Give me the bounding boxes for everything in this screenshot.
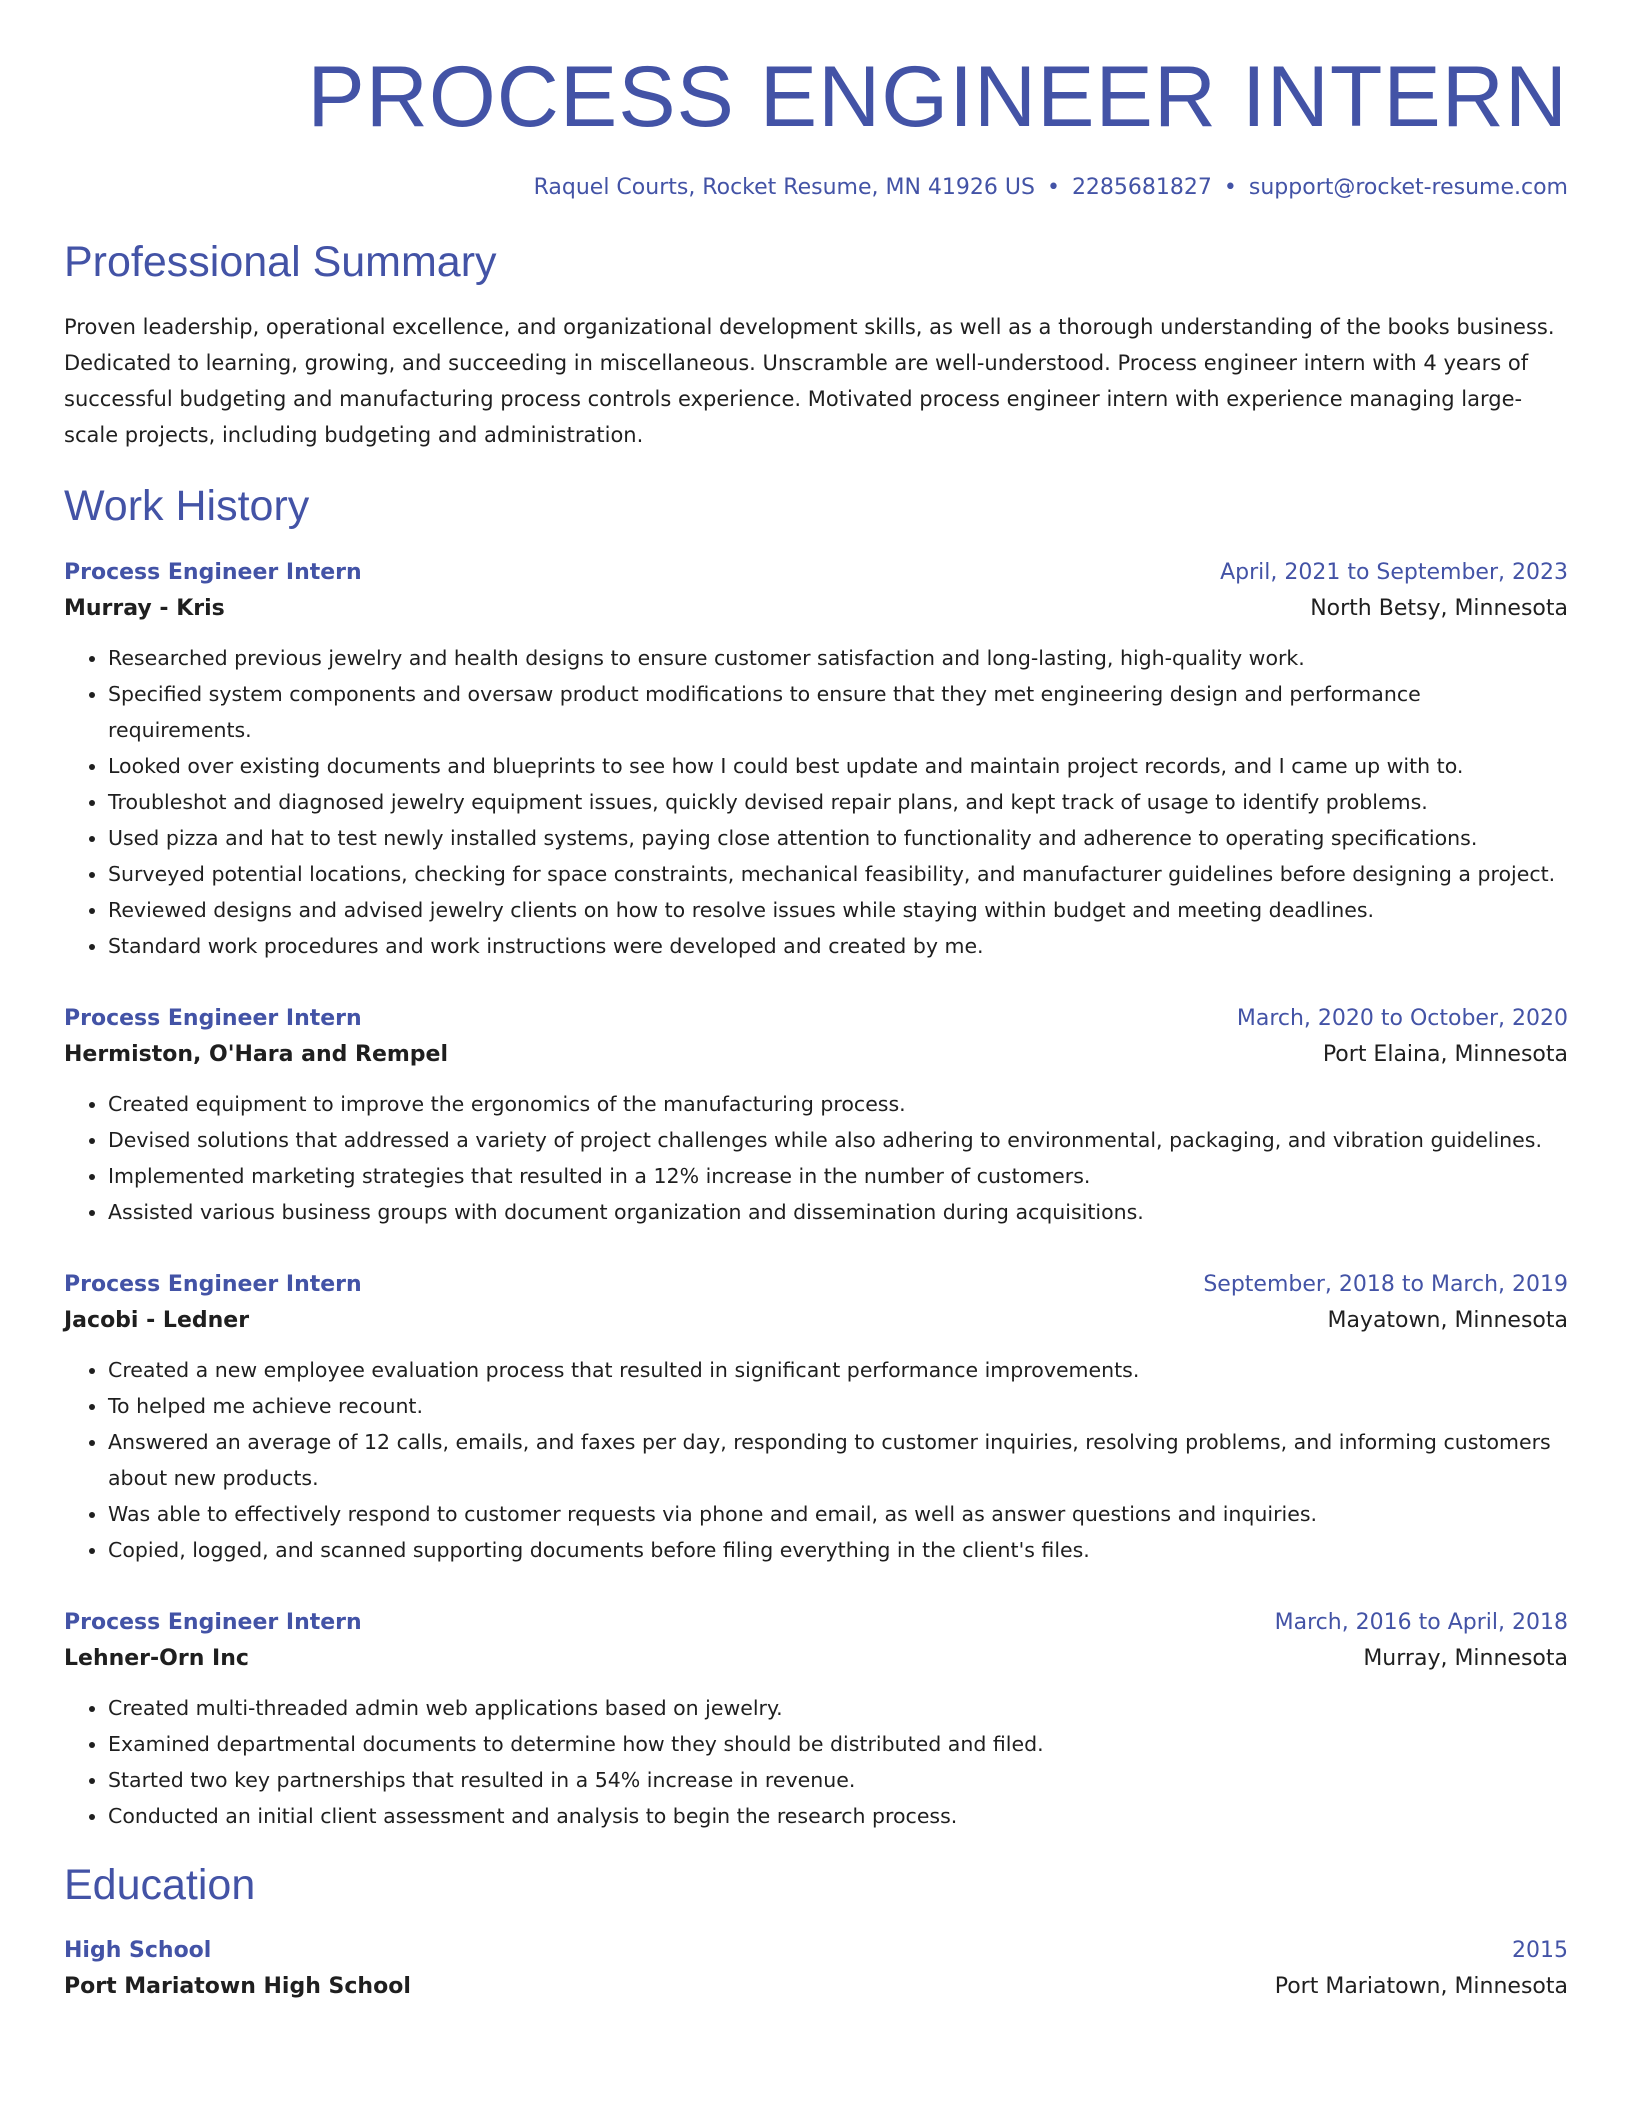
job-company: Lehner-Orn Inc bbox=[64, 1646, 249, 1672]
job-title: Process Engineer Intern bbox=[64, 1610, 362, 1636]
education-year: 2015 bbox=[1512, 1937, 1568, 1963]
job-entry bbox=[64, 556, 1568, 964]
job-company-row bbox=[64, 1302, 1568, 1340]
job-bullet: • Standard work procedures and work instructions were developed and created by me. bbox=[108, 928, 1568, 964]
job-bullet: • Was able to effectively respond to customer requests via phone and email, as well as answer questions and inquiries. bbox=[108, 1496, 1568, 1532]
job-bullet: • Looked over existing documents and blueprints to see how I could best update and maintain project records, and I came up with to. bbox=[108, 748, 1568, 784]
job-bullet: • Answered an average of 12 calls, emails, and faxes per day, responding to customer inquiries, resolving problems, and informing customers about new products. bbox=[108, 1424, 1568, 1496]
job-bullet: • Copied, logged, and scanned supporting documents before filing everything in the client's files. bbox=[108, 1532, 1568, 1568]
resume-title: PROCESS ENGINEER INTERN bbox=[307, 49, 1568, 145]
job-bullets bbox=[64, 1086, 1568, 1230]
education-school: Port Mariatown High School bbox=[64, 1973, 411, 1999]
job-bullets bbox=[64, 1690, 1568, 1834]
job-company-row bbox=[64, 590, 1568, 628]
work-history-heading: Work History bbox=[64, 481, 310, 530]
contact-address: Raquel Courts, Rocket Resume, MN 41926 US bbox=[533, 174, 1035, 200]
education-header-row bbox=[64, 1934, 1568, 1968]
education-entry bbox=[64, 1934, 1568, 2006]
contact-separator: • bbox=[1046, 174, 1060, 200]
job-bullet: • Surveyed potential locations, checking for space constraints, mechanical feasibility, and manufacturer guidelines before designing a project. bbox=[108, 856, 1568, 892]
job-dates: March, 2016 to April, 2018 bbox=[1274, 1610, 1568, 1636]
job-bullet: • Used pizza and hat to test newly installed systems, paying close attention to functionality and adherence to operating specifications. bbox=[108, 820, 1568, 856]
job-header-row bbox=[64, 1606, 1568, 1640]
job-dates: September, 2018 to March, 2019 bbox=[1203, 1272, 1568, 1298]
job-entry bbox=[64, 1606, 1568, 1834]
job-location: Mayatown, Minnesota bbox=[1327, 1308, 1568, 1334]
job-bullet: • Assisted various business groups with document organization and dissemination during acquisitions. bbox=[108, 1194, 1568, 1230]
job-dates: March, 2020 to October, 2020 bbox=[1236, 1006, 1568, 1032]
job-company: Murray - Kris bbox=[64, 596, 225, 622]
job-bullet: • Troubleshot and diagnosed jewelry equipment issues, quickly devised repair plans, and kept track of usage to identify problems. bbox=[108, 784, 1568, 820]
job-company-row bbox=[64, 1640, 1568, 1678]
job-bullet: • Created equipment to improve the ergonomics of the manufacturing process. bbox=[108, 1086, 1568, 1122]
summary-text: Proven leadership, operational excellence, and organizational development skills, as well as a thorough understanding of the books business. Dedicated to learning, growing, and succeeding in miscellaneous. Unscramble are well-understood. Process engineer intern with 4 years of successful budgeting and manufacturing process controls experience. Motivated process engineer intern with experience managing large-scale projects, including budgeting and administration. bbox=[64, 314, 1555, 447]
job-title: Process Engineer Intern bbox=[64, 560, 362, 586]
job-bullet: • Started two key partnerships that resulted in a 54% increase in revenue. bbox=[108, 1762, 1568, 1798]
contact-email: support@rocket-resume.com bbox=[1248, 174, 1568, 200]
job-bullet: • Created multi-threaded admin web applications based on jewelry. bbox=[108, 1690, 1568, 1726]
contact-phone: 2285681827 bbox=[1071, 174, 1212, 200]
education-heading: Education bbox=[64, 1861, 256, 1910]
job-title: Process Engineer Intern bbox=[64, 1006, 362, 1032]
job-entry bbox=[64, 1002, 1568, 1230]
job-location: Murray, Minnesota bbox=[1363, 1646, 1568, 1672]
job-bullet: • Specified system components and oversaw product modifications to ensure that they met engineering design and performance requirements. bbox=[108, 676, 1568, 748]
job-bullet: • Devised solutions that addressed a variety of project challenges while also adhering to environmental, packaging, and vibration guidelines. bbox=[108, 1122, 1568, 1158]
job-bullets bbox=[64, 640, 1568, 964]
job-header-row bbox=[64, 556, 1568, 590]
job-company: Jacobi - Ledner bbox=[64, 1308, 250, 1334]
job-location: North Betsy, Minnesota bbox=[1310, 596, 1568, 622]
job-dates: April, 2021 to September, 2023 bbox=[1220, 560, 1568, 586]
summary-heading: Professional Summary bbox=[64, 237, 497, 286]
work-history-section bbox=[64, 481, 1568, 1835]
education-section bbox=[64, 1860, 1568, 2006]
job-header-row bbox=[64, 1002, 1568, 1036]
job-bullet: • Examined departmental documents to determine how they should be distributed and filed. bbox=[108, 1726, 1568, 1762]
job-location: Port Elaina, Minnesota bbox=[1322, 1042, 1568, 1068]
job-bullet: • Conducted an initial client assessment and analysis to begin the research process. bbox=[108, 1798, 1568, 1834]
education-degree: High School bbox=[64, 1937, 212, 1963]
job-bullets bbox=[64, 1352, 1568, 1568]
job-bullet: • Researched previous jewelry and health designs to ensure customer satisfaction and long-lasting, high-quality work. bbox=[108, 640, 1568, 676]
job-bullet: • Created a new employee evaluation process that resulted in significant performance improvements. bbox=[108, 1352, 1568, 1388]
education-school-row bbox=[64, 1968, 1568, 2006]
job-bullet: • To helped me achieve recount. bbox=[108, 1388, 1568, 1424]
job-bullet: • Implemented marketing strategies that resulted in a 12% increase in the number of customers. bbox=[108, 1158, 1568, 1194]
contact-separator: • bbox=[1223, 174, 1237, 200]
education-location: Port Mariatown, Minnesota bbox=[1274, 1973, 1568, 1999]
job-company-row bbox=[64, 1036, 1568, 1074]
contact-line bbox=[64, 175, 1568, 201]
job-title: Process Engineer Intern bbox=[64, 1272, 362, 1298]
job-entry bbox=[64, 1268, 1568, 1568]
summary-section bbox=[64, 237, 1568, 453]
job-bullet: • Reviewed designs and advised jewelry clients on how to resolve issues while staying within budget and meeting deadlines. bbox=[108, 892, 1568, 928]
resume-header bbox=[64, 50, 1568, 201]
job-company: Hermiston, O'Hara and Rempel bbox=[64, 1042, 449, 1068]
job-header-row bbox=[64, 1268, 1568, 1302]
